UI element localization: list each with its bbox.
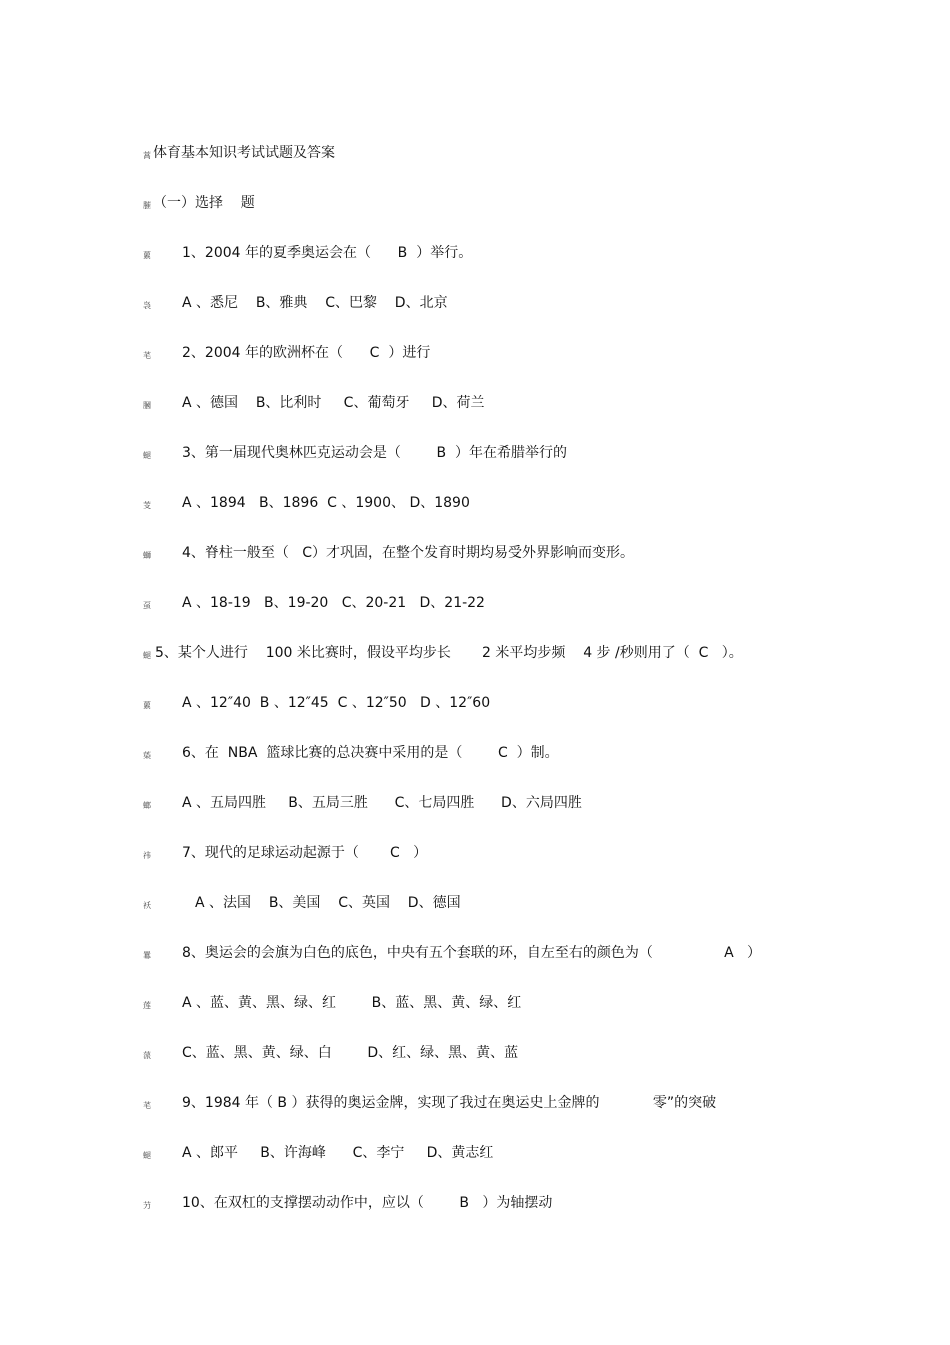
line-marker: 芀 <box>143 1201 151 1210</box>
options-line <box>0 590 950 620</box>
options-line <box>0 1140 950 1170</box>
question-line <box>0 1090 950 1120</box>
line-marker: 螁 <box>143 451 151 460</box>
question-text: 10、在双杠的支撑摆动动作中，应以（ B ）为轴摆动 <box>182 1195 553 1211</box>
line-marker: 祎 <box>143 851 151 860</box>
question-text: 1、2004 年的夏季奥运会在（ B ）举行。 <box>182 245 473 261</box>
question-text: 9、1984 年（ B ）获得的奥运金牌，实现了我过在奥运史上金牌的 零”的突破 <box>182 1095 717 1111</box>
question-line <box>0 1190 950 1220</box>
line-marker: 芼 <box>143 351 151 360</box>
options-text: A 、郎平 B、许海峰 C、李宁 D、黄志红 <box>182 1145 494 1161</box>
line-marker: 莲 <box>143 1001 151 1010</box>
section-heading-line <box>0 190 950 220</box>
line-marker: 螁 <box>143 651 151 660</box>
options-line <box>0 390 950 420</box>
options-text: A 、18-19 B、19-20 C、20-21 D、21-22 <box>182 595 485 611</box>
line-marker: 螂 <box>143 801 151 810</box>
section-heading: （一）选择 题 <box>153 195 255 211</box>
line-marker: 膕 <box>143 401 151 410</box>
options-text: A 、法国 B、美国 C、英国 D、德国 <box>195 895 461 911</box>
options-text: A 、蓝、黄、黑、绿、红 B、蓝、黑、黄、绿、红 <box>182 995 522 1011</box>
question-line <box>0 940 950 970</box>
options-text: A 、1894 B、1896 C 、1900、 D、1890 <box>182 495 470 511</box>
question-text: 7、现代的足球运动起源于（ C ） <box>182 845 428 861</box>
line-marker: 蒿 <box>143 151 151 160</box>
options-line <box>0 790 950 820</box>
line-marker: 蔂 <box>143 251 151 260</box>
line-marker: 蔂 <box>143 701 151 710</box>
options-text: A 、12″40 B 、12″45 C 、12″50 D 、12″60 <box>182 695 491 711</box>
line-marker: 蒅 <box>143 751 151 760</box>
line-marker: 芰 <box>143 501 151 510</box>
line-marker: 芼 <box>143 1101 151 1110</box>
options-text: A 、德国 B、比利时 C、葡萄牙 D、荷兰 <box>182 395 485 411</box>
line-marker: 螄 <box>143 551 151 560</box>
line-marker: 蒎 <box>143 1051 151 1060</box>
question-line <box>0 340 950 370</box>
options-line <box>0 1040 950 1070</box>
options-line <box>0 690 950 720</box>
question-text: 2、2004 年的欧洲杯在（ C ）进行 <box>182 345 431 361</box>
options-line <box>0 490 950 520</box>
question-line <box>0 640 950 670</box>
line-marker: 螁 <box>143 1151 151 1160</box>
line-marker: 虿 <box>143 601 151 610</box>
options-line <box>0 990 950 1020</box>
options-line <box>0 290 950 320</box>
document-title: 体育基本知识考试试题及答案 <box>153 145 335 161</box>
line-marker: 膗 <box>143 201 151 210</box>
question-line <box>0 240 950 270</box>
question-text: 8、奥运会的会旗为白色的底色，中央有五个套联的环，自左至右的颜色为（ A ） <box>182 945 762 961</box>
question-text: 6、在 NBA 篮球比赛的总决赛中采用的是（ C ）制。 <box>182 745 559 761</box>
options-text: C、蓝、黑、黄、绿、白 D、红、绿、黑、黄、蓝 <box>182 1045 519 1061</box>
question-text: 4、脊柱一般至（ C）才巩固，在整个发育时期均易受外界影响而变形。 <box>182 545 635 561</box>
options-text: A 、悉尼 B、雅典 C、巴黎 D、北京 <box>182 295 448 311</box>
question-line <box>0 440 950 470</box>
line-marker: 袅 <box>143 301 151 310</box>
question-text: 5、某个人进行 100 米比赛时，假设平均步长 2 米平均步频 4 步 /秒则用了（ C ）。 <box>155 645 743 661</box>
question-line <box>0 840 950 870</box>
question-text: 3、第一届现代奥林匹克运动会是（ B ）年在希腊举行的 <box>182 445 568 461</box>
options-text: A 、五局四胜 B、五局三胜 C、七局四胜 D、六局四胜 <box>182 795 582 811</box>
line-marker: 羃 <box>143 951 151 960</box>
line-marker: 袄 <box>143 901 151 910</box>
document-title-line <box>0 140 950 170</box>
options-line <box>0 890 950 920</box>
question-line <box>0 540 950 570</box>
question-line <box>0 740 950 770</box>
